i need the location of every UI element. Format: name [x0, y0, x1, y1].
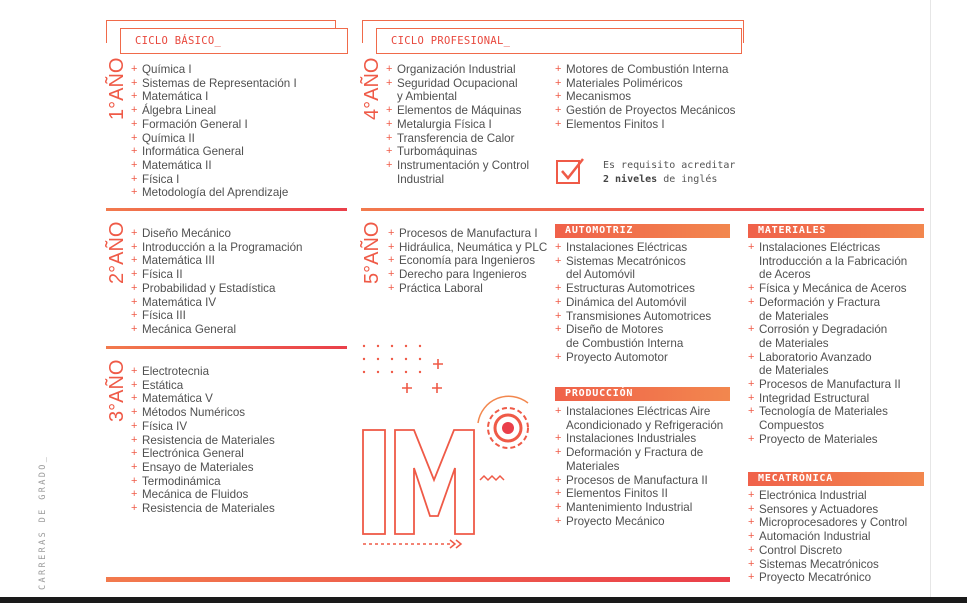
subject-item: + Laboratorio Avanzado	[748, 351, 907, 365]
subject-item-cont: de Materiales	[759, 336, 829, 350]
year-2-label: 2°AÑO	[106, 221, 128, 284]
divider	[106, 346, 347, 349]
subject-item: + Diseño Mecánico	[131, 227, 302, 241]
subject-item: + Introducción a la Programación	[131, 241, 302, 255]
divider	[106, 208, 347, 211]
subject-item: + Electrotecnia	[131, 365, 275, 379]
subject-item: + Matemática I	[131, 90, 297, 104]
subject-item: + Proyecto Mecatrónico	[748, 571, 907, 585]
subject-item: + Matemática IV	[131, 296, 302, 310]
subject-item: + Procesos de Manufactura I	[388, 227, 547, 241]
subject-item: + Sistemas de Representación I	[131, 77, 297, 91]
subject-item: + Diseño de Motores	[555, 323, 711, 337]
subject-item: + Álgebra Lineal	[131, 104, 297, 118]
subject-item: + Electrónica General	[131, 447, 275, 461]
subject-item: + Estructuras Automotrices	[555, 282, 711, 296]
ciclo-profesional-label: CICLO PROFESIONAL_	[391, 35, 511, 47]
subject-item: + Transmisiones Automotrices	[555, 310, 711, 324]
subject-item: + Turbomáquinas	[386, 145, 529, 159]
specialty-produccion-title: PRODUCCIÓN	[555, 387, 730, 401]
requirement-bold: 2 niveles	[603, 174, 658, 185]
subject-item: + Automación Industrial	[748, 530, 907, 544]
subject-item: + Electrónica Industrial	[748, 489, 907, 503]
subject-item-cont: del Automóvil	[566, 268, 635, 282]
subject-item: + Tecnología de Materiales	[748, 405, 907, 419]
subject-item: + Control Discreto	[748, 544, 907, 558]
year-3-subjects	[131, 365, 275, 516]
subject-item: + Instrumentación y Control	[386, 159, 529, 173]
subject-item: + Gestión de Proyectos Mecánicos	[555, 104, 735, 118]
subject-item: + Motores de Combustión Interna	[555, 63, 735, 77]
subject-item: + Seguridad Ocupacional	[386, 77, 529, 91]
subject-item: + Derecho para Ingenieros	[388, 268, 547, 282]
produccion-subjects	[555, 405, 723, 528]
subject-item-cont: Introducción a la Fabricación	[759, 254, 908, 268]
subject-item: + Transferencia de Calor	[386, 132, 529, 146]
subject-item: + Física III	[131, 309, 302, 323]
subject-item: + Mantenimiento Industrial	[555, 501, 723, 515]
subject-item: + Matemática III	[131, 254, 302, 268]
subject-item: + Métodos Numéricos	[131, 406, 275, 420]
subject-item: + Física II	[131, 268, 302, 282]
subject-item: + Física I	[131, 173, 297, 187]
requirement-line1: Es requisito acreditar	[603, 160, 736, 171]
subject-item: + Economía para Ingenieros	[388, 254, 547, 268]
mecatronica-subjects	[748, 489, 907, 585]
year-4-subjects-col2	[555, 63, 735, 132]
subject-item: + Matemática V	[131, 392, 275, 406]
year-1-subjects	[131, 63, 297, 200]
subject-item: + Matemática II	[131, 159, 297, 173]
subject-item-cont: Industrial	[397, 172, 445, 186]
subject-item: + Física IV	[131, 420, 275, 434]
subject-item: + Probabilidad y Estadística	[131, 282, 302, 296]
subject-item: + Sistemas Mecatrónicos	[748, 558, 907, 572]
subject-item-cont: de Materiales	[759, 364, 829, 378]
subject-item-cont: y Ambiental	[397, 90, 457, 104]
subject-item: + Mecánica de Fluidos	[131, 488, 275, 502]
subject-item: + Física y Mecánica de Aceros	[748, 282, 907, 296]
specialty-mecatronica-title: MECATRÓNICA	[748, 472, 924, 486]
subject-item: + Proyecto Automotor	[555, 351, 711, 365]
subject-item: + Procesos de Manufactura II	[748, 378, 907, 392]
subject-item: + Estática	[131, 379, 275, 393]
subject-item: + Metalurgia Física I	[386, 118, 529, 132]
year-4-subjects-col1	[386, 63, 529, 186]
subject-item: + Instalaciones Eléctricas	[555, 241, 711, 255]
subject-item-cont: de Materiales	[759, 309, 829, 323]
year-1-label: 1°AÑO	[106, 57, 128, 120]
subject-item: + Informática General	[131, 145, 297, 159]
automotriz-subjects	[555, 241, 711, 364]
year-5-subjects	[388, 227, 547, 296]
subject-item-cont: Materiales	[566, 459, 620, 473]
checkbox-check-icon	[555, 156, 585, 186]
subject-item: + Termodinámica	[131, 475, 275, 489]
page-bottom-border	[0, 597, 967, 603]
subject-item: + Integridad Estructural	[748, 392, 907, 406]
subject-item: + Materiales Poliméricos	[555, 77, 735, 91]
year-2-subjects	[131, 227, 302, 337]
subject-item: + Mecánica General	[131, 323, 302, 337]
subject-item: + Química I	[131, 63, 297, 77]
subject-item: + Formación General I	[131, 118, 297, 132]
subject-item: + Dinámica del Automóvil	[555, 296, 711, 310]
materiales-subjects	[748, 241, 907, 447]
subject-item: + Elementos Finitos II	[555, 487, 723, 501]
sidebar-label: CARRERAS DE GRADO_	[38, 454, 48, 590]
year-4-label: 4°AÑO	[361, 57, 383, 120]
year-3-label: 3°AÑO	[106, 359, 128, 422]
subject-item: + Proyecto de Materiales	[748, 433, 907, 447]
subject-item: + Organización Industrial	[386, 63, 529, 77]
subject-item: + Ensayo de Materiales	[131, 461, 275, 475]
subject-item: + Sensores y Actuadores	[748, 503, 907, 517]
page-right-border	[930, 0, 931, 603]
subject-item: + Elementos de Máquinas	[386, 104, 529, 118]
im-logo-graphic	[358, 340, 548, 550]
subject-item: + Metodología del Aprendizaje	[131, 186, 297, 200]
specialty-materiales-title: MATERIALES	[748, 224, 924, 238]
year-5-label: 5°AÑO	[361, 221, 383, 284]
ciclo-basico-label: CICLO BÁSICO_	[135, 35, 222, 47]
subject-item: + Procesos de Manufactura II	[555, 474, 723, 488]
subject-item: + Deformación y Fractura de	[555, 446, 723, 460]
specialty-automotriz-title: AUTOMOTRIZ	[555, 224, 730, 238]
bottom-bar	[106, 577, 730, 582]
subject-item: + Resistencia de Materiales	[131, 434, 275, 448]
subject-item: + Corrosión y Degradación	[748, 323, 907, 337]
subject-item: + Hidráulica, Neumática y PLC	[388, 241, 547, 255]
subject-item: + Microprocesadores y Control	[748, 516, 907, 530]
requirement-text	[603, 159, 735, 187]
subject-item-cont: de Combustión Interna	[566, 336, 684, 350]
im-logo	[358, 340, 548, 550]
requirement-rest: de inglés	[657, 174, 718, 185]
divider	[361, 208, 924, 211]
subject-item: + Resistencia de Materiales	[131, 502, 275, 516]
subject-item: + Sistemas Mecatrónicos	[555, 255, 711, 269]
subject-item: + Instalaciones Eléctricas	[748, 241, 907, 255]
ciclo-profesional-header	[376, 28, 742, 54]
subject-item-cont: Compuestos	[759, 419, 825, 433]
subject-item-cont: de Aceros	[759, 268, 811, 282]
subject-item: + Química II	[131, 132, 297, 146]
subject-item: + Práctica Laboral	[388, 282, 547, 296]
ciclo-basico-header	[120, 28, 348, 54]
subject-item: + Elementos Finitos I	[555, 118, 735, 132]
subject-item: + Instalaciones Industriales	[555, 432, 723, 446]
subject-item: + Deformación y Fractura	[748, 296, 907, 310]
subject-item-cont: Acondicionado y Refrigeración	[566, 418, 724, 432]
subject-item: + Mecanismos	[555, 90, 735, 104]
subject-item: + Proyecto Mecánico	[555, 515, 723, 529]
subject-item: + Instalaciones Eléctricas Aire	[555, 405, 723, 419]
